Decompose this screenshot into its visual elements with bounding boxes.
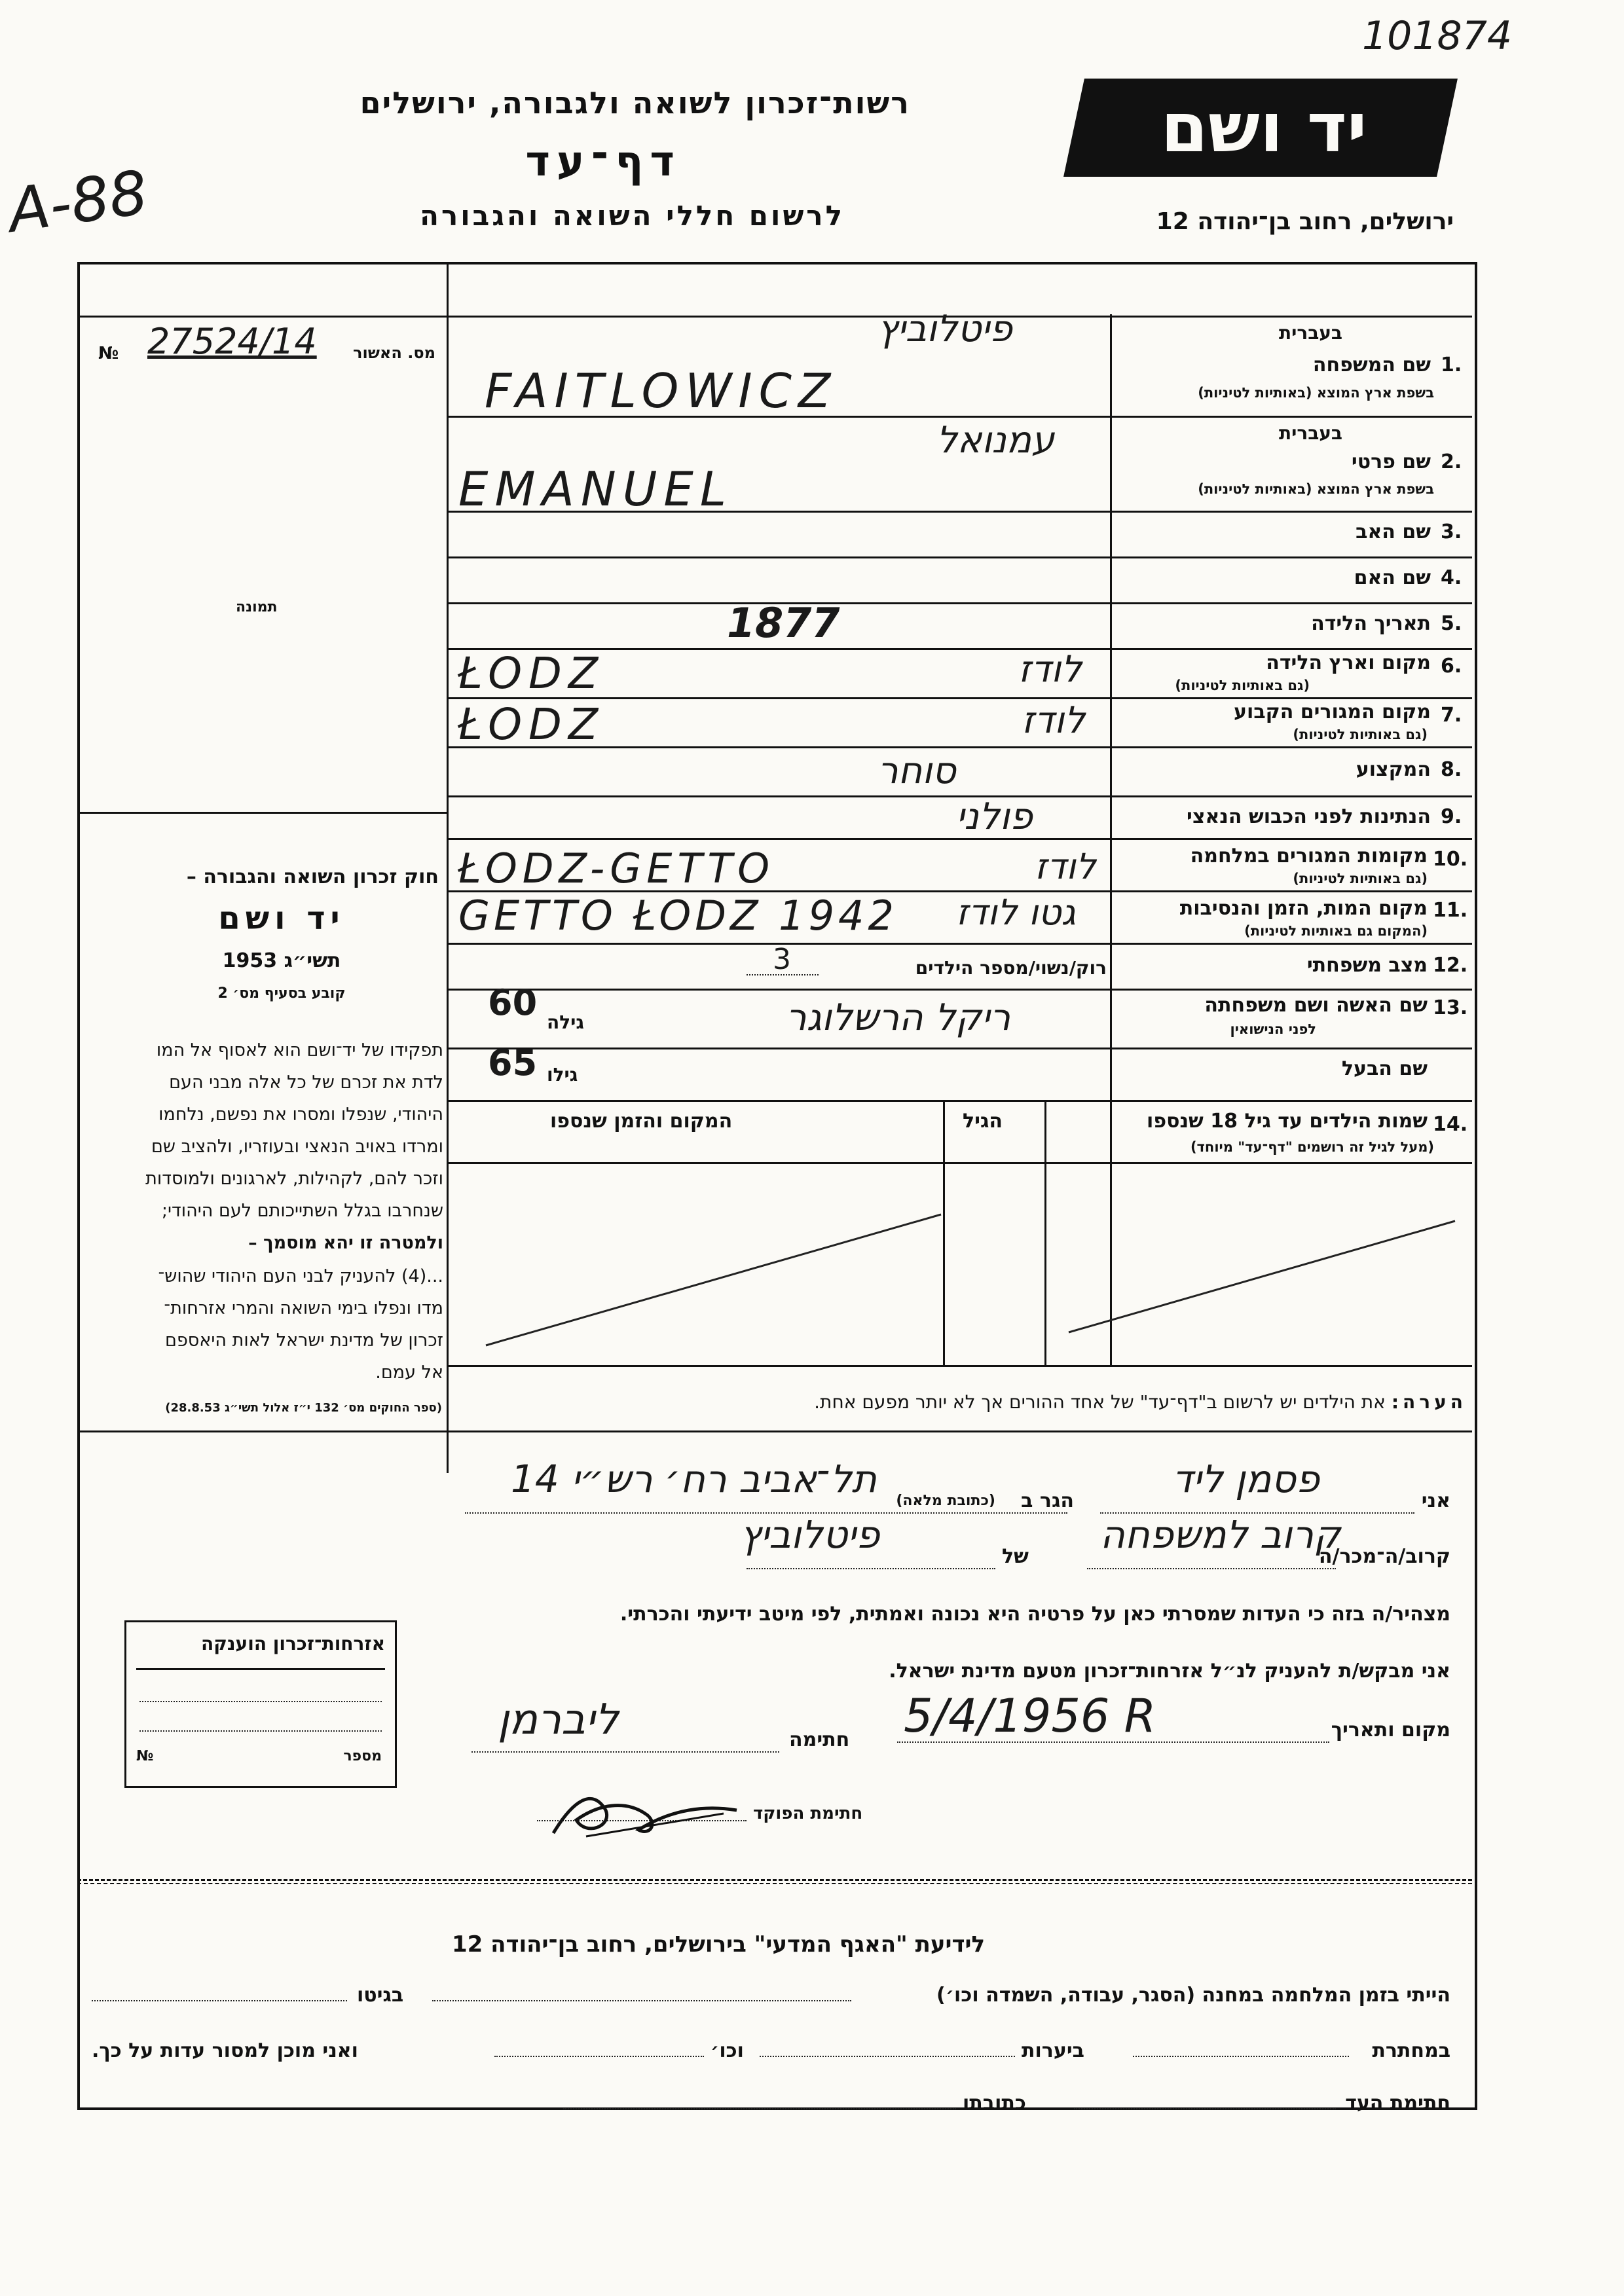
form-subtitle: לרשום חללי השואה והגבורה bbox=[420, 200, 845, 232]
relation-value: קרוב למשפחה bbox=[1100, 1512, 1341, 1557]
field-14-sub: (מעל לגיל זה רושמים "דף־עד" מיוחד) bbox=[1190, 1139, 1434, 1155]
declarant-signature: ליברמן bbox=[498, 1696, 619, 1744]
husband-age: 65 bbox=[488, 1042, 538, 1084]
field-1-pre: בעברית bbox=[1278, 322, 1342, 344]
field-12-label: מצב משפחתי bbox=[1306, 954, 1428, 977]
footer-line2-etc: וכו׳ bbox=[710, 2039, 744, 2062]
footer-line3-address: כתובתו bbox=[963, 2092, 1026, 2115]
officer-signature-label: חתימת הפוקד bbox=[753, 1804, 863, 1823]
citizenship-no-mark: № bbox=[136, 1748, 154, 1764]
law-line: היהודי, שנפלו ומסרו את נפשם, נלחמו bbox=[158, 1104, 443, 1125]
field-1-label: שם המשפחה bbox=[1312, 354, 1431, 376]
wife-name: ריקל הרשלוגר bbox=[786, 996, 1011, 1039]
children-strike-lines bbox=[447, 1162, 1472, 1365]
law-line: תפקידו של יד־ושם הוא לאסוף אל המו bbox=[156, 1040, 443, 1061]
nationality: פולני bbox=[956, 795, 1033, 838]
field-8-label: המקצוע bbox=[1356, 758, 1431, 781]
death-place-hebrew: גטו לודז bbox=[956, 892, 1076, 933]
field-9-number: 9. bbox=[1441, 805, 1462, 828]
citizenship-number-label: מספר bbox=[343, 1748, 382, 1764]
field-6-number: 6. bbox=[1441, 655, 1462, 678]
field-11-label: מקום המות, הזמן והנסיבות bbox=[1179, 897, 1428, 920]
field-2-sub: בשפת ארץ המוצא (באותיות לטיניות) bbox=[1198, 481, 1434, 497]
field-5-number: 5. bbox=[1441, 612, 1462, 635]
given-name-latin: EMANUEL bbox=[458, 462, 733, 517]
logo-text: יד ושם bbox=[1160, 88, 1367, 168]
request-text: אני מבקש/ת להעניק לנ״ל אזרחות־זכרון מטעם מדינת ישראל. bbox=[889, 1660, 1450, 1683]
field-3-label: שם האב bbox=[1356, 520, 1431, 543]
archive-stamp-number: 101874 bbox=[1362, 13, 1513, 59]
field-12-number: 12. bbox=[1433, 954, 1468, 977]
declarant-name: פסמן ליד bbox=[1172, 1457, 1320, 1501]
form-title: דף־עד bbox=[525, 137, 681, 186]
declarant-address: תל־אביב רח׳ רש״י 14 bbox=[511, 1457, 877, 1501]
field-2-number: 2. bbox=[1441, 450, 1462, 473]
address: ירושלים, רחוב בן־יהודה 12 bbox=[1156, 208, 1454, 235]
children-place-column: המקום והזמן שנספו bbox=[550, 1110, 733, 1133]
field-1-sub: בשפת ארץ המוצא (באותיות לטיניות) bbox=[1198, 385, 1434, 401]
law-line: וזכר להם, לקהילות, לארגונים ולמוסדות bbox=[145, 1169, 443, 1189]
footer-heading: לידיעת "האגף המדעי" בירושלים, רחוב בן־יהודה 12 bbox=[452, 1931, 986, 1958]
footer-line1-camp: הייתי בזמן המלחמה במחנה (הסגר, עבודה, השמדה וכו׳) bbox=[936, 1984, 1450, 2007]
given-name-hebrew: עמנואל bbox=[936, 419, 1055, 462]
husband-age-label: גילו bbox=[547, 1064, 578, 1085]
law-name: יד ושם bbox=[218, 900, 345, 937]
field-7-number: 7. bbox=[1441, 704, 1462, 727]
note-label: הערה: bbox=[1391, 1391, 1467, 1413]
wartime-residence-latin: ŁODZ-GETTO bbox=[458, 845, 775, 892]
law-year: תשי״ג 1953 bbox=[222, 949, 341, 972]
place-date-value: 5/4/1956 R bbox=[904, 1689, 1156, 1743]
field-11-sub: (המקום גם באותיות לטיניות) bbox=[1244, 923, 1428, 939]
residence-latin: ŁODZ bbox=[458, 699, 605, 750]
field-8-number: 8. bbox=[1441, 758, 1462, 781]
wartime-residence-hebrew: לודז bbox=[1035, 846, 1096, 887]
law-source: (ספר החוקים מס׳ 132 י״ז אלול תשי״ג 28.8.53) bbox=[165, 1401, 442, 1415]
citizenship-title: אזרחות־זכרון הוענקה bbox=[201, 1633, 385, 1654]
law-line: לדת את זכרם של כל אלה מבני העם bbox=[169, 1072, 443, 1093]
field-6-label: מקום וארץ הלידה bbox=[1266, 651, 1431, 674]
field-5-label: תאריך הלידה bbox=[1311, 612, 1431, 635]
law-paragraph-2 bbox=[82, 1260, 443, 1389]
approval-label: מס. האשור bbox=[353, 344, 435, 362]
approval-no-mark: № bbox=[98, 344, 119, 363]
wife-age-label: גילה bbox=[547, 1011, 584, 1033]
field-13-label: שם האשה ושם משפחתה bbox=[1204, 994, 1428, 1017]
field-11-number: 11. bbox=[1433, 899, 1468, 922]
approval-number: 27524/14 bbox=[147, 321, 317, 362]
surname-hebrew: פיטלוביץ bbox=[877, 308, 1013, 350]
margin-note: A-88 bbox=[4, 157, 153, 246]
death-place-latin: GETTO ŁODZ 1942 bbox=[458, 892, 898, 939]
photo-label: תמונה bbox=[236, 599, 278, 615]
law-clause: קובע בסעיף מס׳ 2 bbox=[217, 985, 346, 1002]
declarant-ani: אני bbox=[1421, 1489, 1450, 1512]
birth-date: 1877 bbox=[727, 599, 840, 647]
law-line: אל עמם. bbox=[375, 1362, 443, 1383]
field-9-label: הנתינות לפני הכבוש הנאצי bbox=[1187, 805, 1431, 828]
field-13-sub: לפני הנישואין bbox=[1230, 1021, 1316, 1037]
citizenship-box bbox=[124, 1620, 397, 1788]
footer-line2-forests: ביערות bbox=[1022, 2039, 1084, 2062]
law-line: זכרון של מדינת ישראל לאות היאספם bbox=[165, 1330, 443, 1351]
children-age-column: הגיל bbox=[963, 1110, 1003, 1133]
signature-label: חתימה bbox=[789, 1728, 850, 1751]
of-label: של bbox=[1002, 1545, 1029, 1568]
field-4-number: 4. bbox=[1441, 566, 1462, 589]
resides-sub: (כתובת מלאה) bbox=[896, 1493, 995, 1509]
law-line: ומרדו באויב הנאצי ובעוזריו, ולהציב שם bbox=[151, 1137, 443, 1157]
surname-latin: FAITLOWICZ bbox=[485, 363, 838, 418]
field-7-sub: (גם באותיות לטיניות) bbox=[1293, 727, 1428, 742]
field-10-sub: (גם באותיות לטיניות) bbox=[1293, 871, 1428, 886]
husband-label: שם הבעל bbox=[1341, 1057, 1428, 1080]
birth-place-hebrew: לודז bbox=[1018, 648, 1082, 691]
note bbox=[814, 1391, 1467, 1413]
law-line: ולמטרה זו יהא מוסמך – bbox=[248, 1233, 443, 1253]
field-7-label: מקום המגורים הקבוע bbox=[1234, 701, 1431, 723]
law-line: מדו ונפלו בימי השואה והמרי אזרחות־ bbox=[164, 1298, 443, 1319]
wife-age: 60 bbox=[488, 982, 538, 1023]
declaration-text: מצהיר/ה בזה כי העדות שמסרתי כאן על פרטיה היא נכונה ואמתית, לפי מיטב ידיעתי והכרתי. bbox=[619, 1603, 1450, 1626]
field-2-pre: בעברית bbox=[1278, 422, 1342, 444]
field-10-number: 10. bbox=[1433, 848, 1468, 871]
profession: סוחר bbox=[877, 750, 956, 792]
field-14-label: שמות הילדים עד גיל 18 שנספו bbox=[1147, 1110, 1428, 1133]
field-4-label: שם האם bbox=[1354, 566, 1431, 589]
footer-line1-ghetto: בגיטו bbox=[357, 1984, 404, 2007]
field-13-number: 13. bbox=[1433, 996, 1468, 1019]
resides-label: הגר ב bbox=[1021, 1489, 1074, 1512]
field-6-sub: (גם באותיות לטיניות) bbox=[1175, 678, 1310, 693]
law-title: חוק זכרון השואה והגבורה – bbox=[186, 866, 439, 888]
of-value: פיטלוביץ bbox=[740, 1512, 880, 1557]
footer-line3-witness: חתימת העד bbox=[1345, 2092, 1450, 2115]
field-2-label: שם פרטי bbox=[1351, 450, 1431, 473]
note-text: את הילדים יש לרשום ב"דף־עד" של אחד ההורים אך לא יותר מפעם אחת. bbox=[814, 1391, 1386, 1413]
footer-line2-testimony: ואני מוכן למסור עדות על כך. bbox=[92, 2039, 358, 2062]
field-3-number: 3. bbox=[1441, 520, 1462, 543]
law-paragraph-1 bbox=[82, 1034, 443, 1259]
field-10-label: מקומות המגורים במלחמה bbox=[1190, 845, 1428, 867]
law-line: ...(4) להעניק לבני העם היהודי שהוש־ bbox=[158, 1266, 443, 1286]
marital-status-options: רוק/נשוי/מספר הילדים bbox=[915, 957, 1107, 979]
law-line: שנחרבו בגלל השתייכותם לעם היהודי; bbox=[161, 1201, 443, 1221]
place-date-label: מקום ותאריך bbox=[1331, 1719, 1450, 1741]
children-count: 3 bbox=[773, 943, 791, 976]
relation-label: קרוב/ה־מכר/ה bbox=[1318, 1545, 1450, 1568]
field-14-number: 14. bbox=[1433, 1113, 1468, 1136]
officer-signature bbox=[547, 1774, 743, 1846]
birth-place-latin: ŁODZ bbox=[458, 648, 605, 699]
authority-name: רשות־זכרון לשואה ולגבורה, ירושלים bbox=[360, 85, 910, 120]
footer-line2-underground: במחתרת bbox=[1372, 2039, 1450, 2062]
residence-hebrew: לודז bbox=[1022, 699, 1086, 742]
field-1-number: 1. bbox=[1441, 354, 1462, 376]
